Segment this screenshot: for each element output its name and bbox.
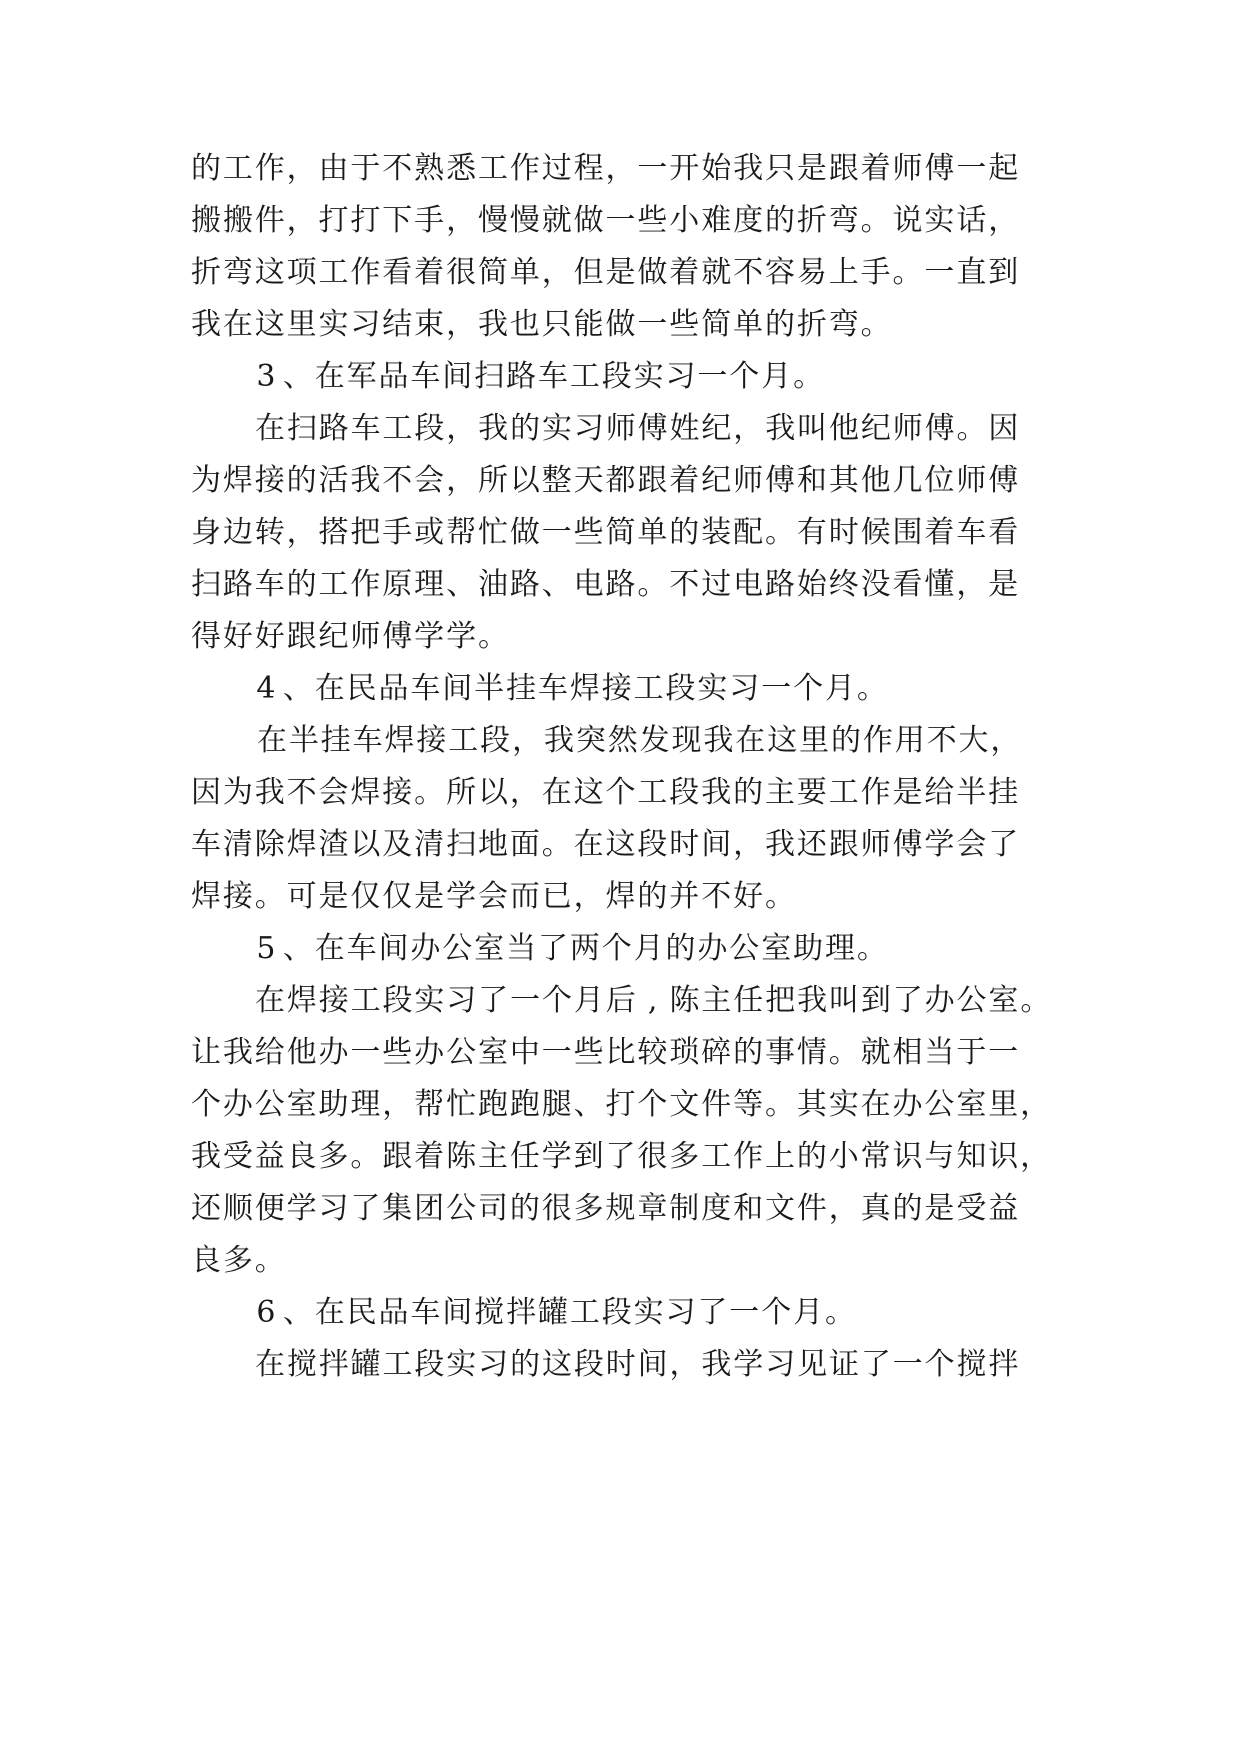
paragraph-first-line: 在搅拌罐工段实习的这段时间，我学习见证了一个搅拌 (254, 1347, 1019, 1382)
text-line: 身边转，搭把手或帮忙做一些简单的装配。有时候围着车看 (190, 515, 1019, 550)
text-line: 还顺便学习了集团公司的很多规章制度和文件，真的是受益 (190, 1191, 1019, 1226)
section-heading: 3 、在军品车间扫路车工段实习一个月。 (256, 359, 824, 394)
text-line: 扫路车的工作原理、油路、电路。不过电路始终没看懂，是 (190, 567, 1019, 602)
text-line: 焊接。可是仅仅是学会而已，焊的并不好。 (190, 879, 795, 914)
text-line: 因为我不会焊接。所以，在这个工段我的主要工作是给半挂 (190, 775, 1019, 810)
text-line: 良多。 (190, 1243, 285, 1278)
text-line: 我受益良多。跟着陈主任学到了很多工作上的小常识与知识， (190, 1139, 1051, 1174)
paragraph-first-line: 在扫路车工段，我的实习师傅姓纪，我叫他纪师傅。因 (254, 411, 1019, 446)
text-line: 我在这里实习结束，我也只能做一些简单的折弯。 (190, 307, 891, 342)
section-heading: 5 、在车间办公室当了两个月的办公室助理。 (256, 931, 887, 966)
paragraph-first-line: 在焊接工段实习了一个月后 , 陈主任把我叫到了办公室。 (254, 983, 1051, 1018)
text-line: 车清除焊渣以及清扫地面。在这段时间，我还跟师傅学会了 (190, 827, 1019, 862)
text-line: 为焊接的活我不会，所以整天都跟着纪师傅和其他几位师傅 (190, 463, 1019, 498)
text-line: 的工作，由于不熟悉工作过程，一开始我只是跟着师傅一起 (190, 151, 1019, 186)
section-heading: 6 、在民品车间搅拌罐工段实习了一个月。 (256, 1295, 855, 1330)
text-line: 搬搬件，打打下手，慢慢就做一些小难度的折弯。说实话， (190, 203, 1019, 238)
text-line: 个办公室助理，帮忙跑跑腿、打个文件等。其实在办公室里， (190, 1087, 1051, 1122)
section-heading: 4 、在民品车间半挂车焊接工段实习一个月。 (256, 671, 887, 706)
paragraph-first-line: 在半挂车焊接工段，我突然发现我在这里的作用不大， (256, 723, 1021, 758)
text-line: 得好好跟纪师傅学学。 (190, 619, 508, 654)
text-line: 折弯这项工作看着很简单，但是做着就不容易上手。一直到 (190, 255, 1019, 290)
text-line: 让我给他办一些办公室中一些比较琐碎的事情。就相当于一 (190, 1035, 1019, 1070)
